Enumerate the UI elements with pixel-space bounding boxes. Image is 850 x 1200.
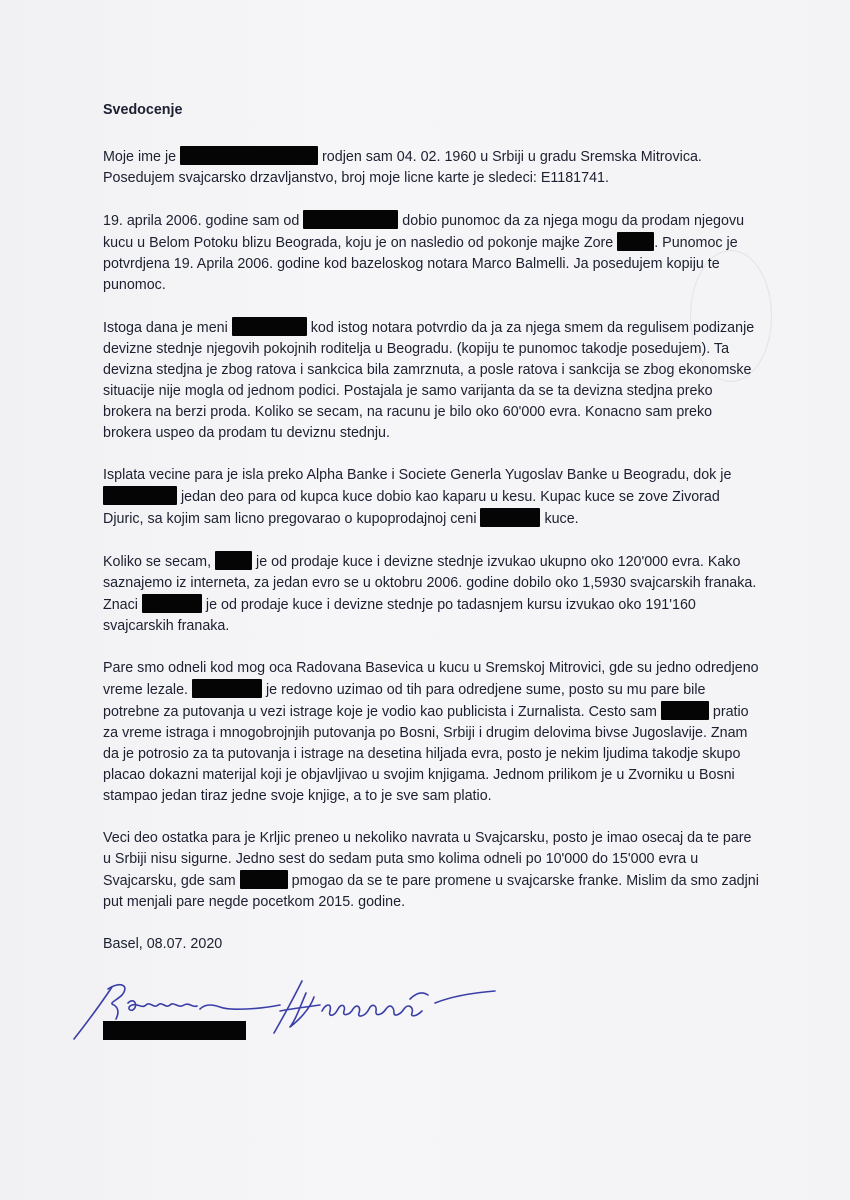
paragraph-text: Koliko se secam,	[103, 554, 216, 570]
paragraph-text: Pare smo odneli kod mog oca Radovana Basevica u kucu u Sremskoj Mitrovici, gde su jedno odredjeno vreme lezale.	[103, 660, 759, 698]
redaction-own-name	[180, 146, 318, 165]
redaction-name	[142, 594, 202, 613]
paragraph-text: je od prodaje kuce i devizne stednje po tadasnjem kursu izvukao oko 191'160 svajcarskih franaka.	[103, 597, 696, 634]
paragraph-2	[103, 210, 763, 296]
redaction-name	[480, 508, 540, 527]
paragraph-list	[103, 146, 763, 913]
paragraph-text: 19. aprila 2006. godine sam od	[103, 213, 304, 229]
place-date: Basel, 08.07. 2020	[103, 936, 223, 952]
paragraph-7	[103, 828, 763, 913]
letter-body	[103, 100, 763, 955]
redaction-name	[240, 870, 288, 889]
paragraph-text: pratio za vreme istraga i mnogobrojnjih putovanja po Bosni, Srbiji i drugim delovima bivse Jugoslavije. Znam da je potrosio za ta putovanja i istrage na desetina hiljada evra, posto je nekim ljudima takodje skupo placao dokazni materijal koji je objavljivao u svojim knjigama. Jednom prilikom je u Zvorniku u Bosni stampao jedan tiraz jedne svoje knjige, a to je sve sam platio.	[103, 704, 749, 804]
paragraph-text: rodjen sam 04. 02. 1960 u Srbiji u gradu Sremska Mitrovica. Posedujem svajcarsko drzavljanstvo, broj moje licne karte je sledeci: E1181741.	[103, 149, 702, 186]
paragraph-text: Istoga dana je meni	[103, 320, 232, 336]
paragraph-3	[103, 317, 763, 444]
paragraph-text: kod istog notara potvrdio da ja za njega smem da regulisem podizanje devizne stednje njegovih pokojnih roditelja u Beogradu. (kopiju te punomoc takodje posedujem). Ta devizna stedjna je zbog ratova i sankcica bila zamrznuta, a posle ratova i sankcija se zbog ekonomske situacije nije mogla od jednom podici. Postajala je samo varijanta da se ta devizna stedjna preko brokera na berzi proda. Koliko se secam, na racunu je bilo oko 60'000 evra. Konacno sam preko brokera uspeo da prodam tu deviznu stednju.	[103, 320, 755, 441]
paragraph-text: Veci deo ostatka para je Krljic preneo u nekoliko navrata u Svajcarsku, posto je imao osecaj da te pare u Srbiji nisu sigurne. Jedno sest do sedam puta smo kolima odneli po 10'000 do 15'000 evra u Svajcarsku, gde sam	[103, 830, 752, 889]
paragraph-text: dobio punomoc da za njega mogu da prodam njegovu kucu u Belom Potoku blizu Beograda, koju je on nasledio od pokonje majke Zore	[103, 213, 745, 251]
redaction-name	[617, 232, 654, 251]
paragraph-text: . Punomoc je potvrdjena 19. Aprila 2006. godine kod bazeloskog notara Marco Balmelli. Ja posedujem kopiju te punomoc.	[103, 235, 738, 293]
paragraph-1	[103, 146, 763, 189]
redaction-name	[192, 679, 262, 698]
redaction-name	[215, 551, 252, 570]
redaction-name	[103, 486, 177, 505]
paragraph-text: kuce.	[540, 511, 579, 527]
document-title: Svedocenje	[103, 102, 183, 118]
redaction-name	[303, 210, 398, 229]
paragraph-5	[103, 551, 763, 637]
redaction-name	[661, 701, 709, 720]
paragraph-text: jedan deo para od kupca kuce dobio kao kaparu u kesu. Kupac kuce se zove Zivorad Djuric, sa kojim sam licno pregovarao o kupoprodajnoj ceni	[103, 489, 720, 527]
redaction-name	[232, 317, 307, 336]
paragraph-text: je redovno uzimao od tih para odredjene sume, posto su mu pare bile potrebne za putovanja u vezi istrage koje je vodio kao publicista i Zurnalista. Cesto sam	[103, 682, 706, 720]
paragraph-text: Isplata vecine para je isla preko Alpha Banke i Societe Generla Yugoslav Banke u Beogradu, dok je	[103, 467, 732, 483]
signature-name-redaction	[103, 1021, 246, 1040]
paragraph-text: pmogao da se te pare promene u svajcarske franke. Mislim da smo zadjni put menjali pare negde pocetkom 2015. godine.	[103, 873, 759, 910]
paragraph-6	[103, 658, 763, 807]
paragraph-text: Moje ime je	[103, 149, 181, 165]
paragraph-text: je od prodaje kuce i devizne stednje izvukao ukupno oko 120'000 evra. Kako saznajemo iz interneta, za jedan evro se u oktobru 2006. godine dobilo oko 1,5930 svajcarskih franaka. Znaci	[103, 554, 757, 613]
paragraph-4	[103, 465, 763, 530]
